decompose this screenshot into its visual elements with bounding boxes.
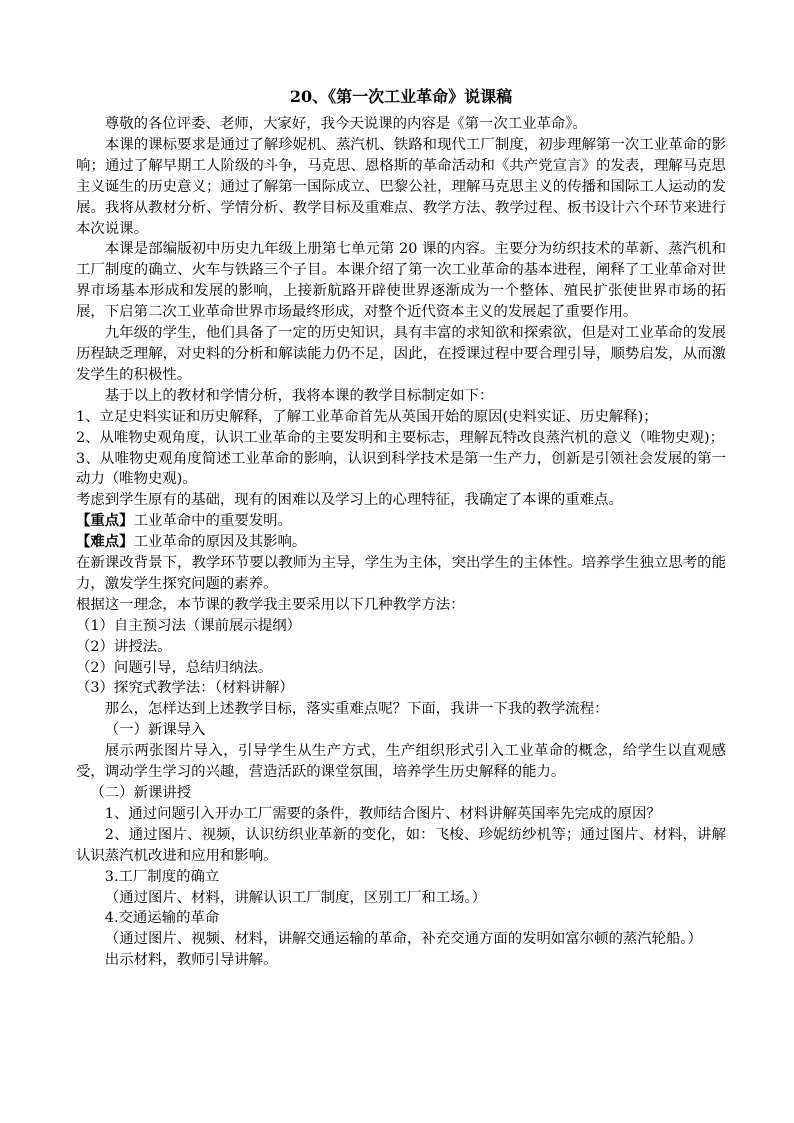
objective-item-1: 1、立足史料实证和历史解释，了解工业革命首先从英国开始的原因(史料实证、历史解释)； bbox=[76, 408, 658, 425]
difficult-point-text: 工业革命的原因及其影响。 bbox=[133, 534, 307, 551]
paragraph-show-materials: 出示材料，教师引导讲解。 bbox=[104, 952, 278, 969]
method-item-3: （2）问题引导，总结归纳法。 bbox=[76, 659, 273, 676]
lesson-step-4-detail: （通过图片、视频、材料，讲解交通运输的革命，补充交通方面的发明如富尔顿的蒸汽轮船。） bbox=[104, 931, 703, 948]
lesson-step-4-heading: 4.交通运输的革命 bbox=[104, 910, 220, 927]
paragraph-textbook-analysis: 本课是部编版初中历史九年级上册第七单元第 20 课的内容。主要分为纺织技术的革新、蒸汽机和工厂制度的确立、火车与铁路三个子目。本课介绍了第一次工业革命的基本进程，阐释了工业革命对世界市场基本形成和发展的影响，上接新航路开辟使世界逐渐成为一个整体、殖民扩张使世界市场的拓展，下启第二次工业革命世界市场最终形成，对整个近代资本主义的发展起了重要作用。 bbox=[76, 241, 726, 321]
paragraph-key-points-intro: 考虑到学生原有的基础，现有的困难以及学习上的心理特征，我确定了本课的重难点。 bbox=[76, 492, 623, 509]
lesson-step-3-heading: 3.工厂制度的确立 bbox=[104, 868, 220, 885]
method-item-4: （3）探究式教学法：（材料讲解） bbox=[76, 680, 294, 697]
paragraph-methods-intro: 根据这一理念，本节课的教学我主要采用以下几种教学方法： bbox=[76, 596, 465, 613]
objective-item-2: 2、从唯物史观角度，认识工业革命的主要发明和主要标志，理解瓦特改良蒸汽机的意义（唯物史观)； bbox=[76, 429, 724, 446]
paragraph-teaching-concept: 在新课改背景下，教学环节要以教师为主导，学生为主体，突出学生的主体性。培养学生独立思考的能力，激发学生探究问题的素养。 bbox=[76, 555, 726, 592]
paragraph-introduction: 展示两张图片导入，引导学生从生产方式，生产组织形式引入工业革命的概念，给学生以直观感受，调动学生学习的兴趣，营造活跃的课堂氛围，培养学生历史解释的能力。 bbox=[76, 743, 726, 781]
paragraph-greeting: 尊敬的各位评委、老师，大家好，我今天说课的内容是《第一次工业革命》。 bbox=[104, 116, 587, 132]
paragraph-student-analysis: 九年级的学生，他们具备了一定的历史知识，具有丰富的求知欲和探索欲，但是对工业革命的发展历程缺乏理解，对史料的分析和解读能力仍不足，因此，在授课过程中要合理引导，顺势启发，从而激发学生的积极性。 bbox=[76, 325, 726, 383]
lesson-step-3-detail: （通过图片、材料，讲解认识工厂制度，区别工厂和工场。） bbox=[104, 889, 487, 906]
method-item-1: （1）自主预习法（课前展示提纲） bbox=[76, 617, 302, 634]
section-heading-new-lesson: （二）新课讲授 bbox=[90, 785, 192, 801]
paragraph-process-intro: 那么，怎样达到上述教学目标，落实重难点呢？下面，我讲一下我的教学流程： bbox=[104, 701, 609, 718]
section-heading-introduction: （一）新课导入 bbox=[104, 722, 206, 739]
difficult-point-label: 【难点】 bbox=[76, 533, 134, 551]
lesson-step-1: 1、通过问题引入开办工厂需要的条件，教师结合图片、材料讲解英国率先完成的原因？ bbox=[104, 805, 661, 822]
paragraph-curriculum-standard: 本课的课标要求是通过了解珍妮机、蒸汽机、铁路和现代工厂制度，初步理解第一次工业革命的影响；通过了解早期工人阶级的斗争，马克思、恩格斯的革命活动和《共产党宣言》的发表，理解马克思主义诞生的历史意义；通过了解第一国际成立、巴黎公社，理解马克思主义的传播和国际工人运动的发展。我将从教材分析、学情分析、教学目标及重难点、教学方法、教学过程、板书设计六个环节来进行本次说课。 bbox=[76, 136, 726, 237]
key-point-text: 工业革命中的重要发明。 bbox=[133, 513, 292, 530]
document-title: 20、《第一次工业革命》说课稿 bbox=[289, 87, 513, 106]
objective-item-3: 3、从唯物史观角度简述工业革命的影响，认识到科学技术是第一生产力，创新是引领社会发展的第一动力（唯物史观)。 bbox=[76, 450, 726, 488]
difficult-point-line bbox=[76, 532, 726, 553]
document-page bbox=[76, 84, 726, 971]
key-point-line bbox=[76, 511, 726, 532]
method-item-2: （2）讲授法。 bbox=[76, 638, 172, 655]
key-point-label: 【重点】 bbox=[76, 512, 134, 530]
paragraph-objectives-intro: 基于以上的教材和学情分析，我将本课的教学目标制定如下： bbox=[104, 387, 494, 404]
lesson-step-2: 2、通过图片、视频，认识纺织业革新的变化，如：飞梭、珍妮纺纱机等；通过图片、材料，讲解认识蒸汽机改进和应用和影响。 bbox=[76, 826, 726, 864]
